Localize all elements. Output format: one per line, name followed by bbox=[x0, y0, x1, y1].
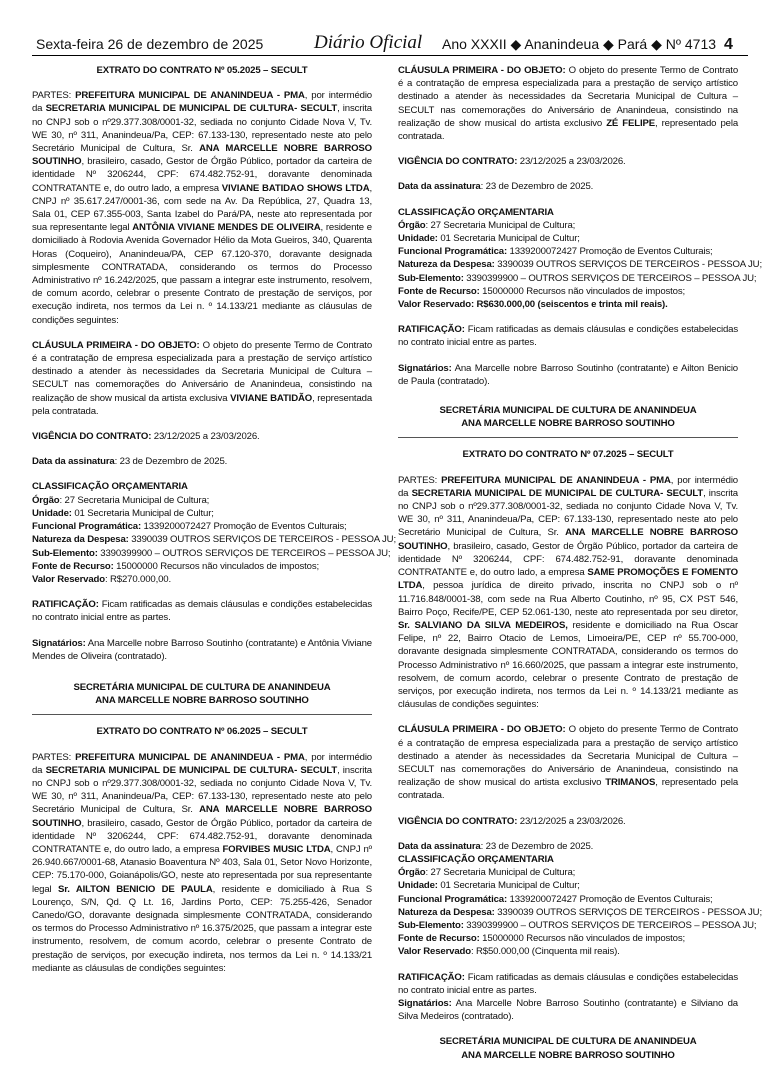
secretaria-signature-line-1: SECRETÁRIA MUNICIPAL DE CULTURA DE ANANINDEUA bbox=[73, 681, 331, 693]
text-segment: O objeto do presente Termo de Contrato é a contratação de empresa especializada para a prestação de serviço artístico destinado a atender às necessidades da Secretaria Municipal de Cultura – SECULT nas comemorações do Aniversário de Ananindeua, consistindo na realização de show musical do artista exclusivo bbox=[398, 65, 739, 129]
ratificacao-text: Ficam ratificadas as demais cláusulas e condições estabelecidas no contrato inicial entre as partes. bbox=[398, 324, 738, 349]
contract-06-clausula bbox=[398, 64, 738, 143]
header-title: Diário Oficial bbox=[314, 32, 423, 53]
text-segment: O objeto do presente Termo de Contrato é a contratação de empresa especializada para a prestação de serviço artístico destinado a atender às necessidades da Secretaria Municipal de Cultura – SECULT nas comemorações do Aniversário de Ananindeua, consistindo na realização de show musical do artista exclusivo bbox=[398, 724, 739, 789]
natureza-value: 3390039 OUTROS SERVIÇOS DE TERCEIROS - PESSOA JU; bbox=[494, 906, 762, 918]
page-number: 4 bbox=[724, 36, 733, 53]
secretaria-signature-line-2: ANA MARCELLE NOBRE BARROSO SOUTINHO bbox=[95, 695, 309, 707]
bold-text-segment: CLÁUSULA PRIMEIRA - DO OBJETO: bbox=[32, 339, 200, 351]
page-header bbox=[32, 33, 748, 56]
bold-text-segment: ANTÔNIA VIVIANE MENDES DE OLIVEIRA bbox=[132, 222, 321, 234]
valor-value: : R$270.000,00. bbox=[104, 573, 171, 585]
fonte-value: 15000000 Recursos não vinculados de impostos; bbox=[479, 285, 686, 297]
contract-06-assinatura bbox=[398, 180, 738, 193]
bold-text-segment: SECRETARIA MUNICIPAL DE MUNICIPAL DE CULTURA- SECULT bbox=[45, 764, 338, 776]
assinatura-value: : 23 de Dezembro de 2025. bbox=[480, 181, 594, 193]
natureza-value: 3390039 OUTROS SERVIÇOS DE TERCEIROS - PESSOA JU; bbox=[128, 534, 396, 546]
text-segment: , CNPJ nº 35.617.247/0001-36, com sede na Av. Da República, 27, Quadra 13, Sala 01, CEP 67.355-003, Santa Izabel do Pará/PA, neste ato representada por sua representante legal bbox=[32, 182, 373, 234]
subelemento-label: Sub-Elemento: bbox=[32, 547, 98, 559]
secretaria-signature-line-2: ANA MARCELLE NOBRE BARROSO SOUTINHO bbox=[461, 418, 675, 430]
bold-text-segment: SECRETARIA MUNICIPAL DE MUNICIPAL DE CULTURA- SECULT bbox=[45, 103, 338, 115]
contract-06-signatarios bbox=[398, 362, 738, 388]
contract-07-classificacao bbox=[398, 840, 762, 959]
funcional-value: 1339200072427 Promoção de Eventos Culturais; bbox=[507, 246, 713, 258]
text-segment: , inscrita no CNPJ sob o nº29.377.308/0001-32, sediada no conjunto Cidade Nova V, Tv. WE 30, nº 311, Ananindeua/Pa, CEP: 67.133-130, representado neste ato pelo Secretário Municipal de Cultura, Sr. bbox=[32, 103, 372, 155]
bold-text-segment: Sr. AILTON BENICIO DE PAULA bbox=[57, 883, 213, 895]
unidade-label: Unidade: bbox=[32, 507, 72, 519]
signatarios-text: Ana Marcelle Nobre Barroso Soutinho (contratante) e Silviano da Silva Medeiros (contratado). bbox=[398, 997, 738, 1023]
bold-text-segment: PREFEITURA MUNICIPAL DE ANANINDEUA - PMA bbox=[75, 751, 305, 763]
fonte-label: Fonte de Recurso: bbox=[32, 560, 114, 572]
contract-05-partes bbox=[32, 89, 372, 327]
ratificacao-text: Ficam ratificadas as demais cláusulas e condições estabelecidas no contrato inicial entre as partes. bbox=[398, 971, 738, 996]
text-segment: , brasileiro, casado, Gestor de Órgão Público, portador da carteira de identidade Nº 3206244, CPF: 674.482.752-91, doravante denominada CONTRATANTE e, do outro lado, a empresa bbox=[32, 156, 372, 194]
vigencia-label: VIGÊNCIA DO CONTRATO: bbox=[398, 815, 518, 827]
section-divider bbox=[32, 714, 372, 715]
valor-value: : R$50.000,00 (Cinquenta mil reais). bbox=[470, 946, 620, 958]
unidade-value: 01 Secretaria Municipal de Cultur; bbox=[71, 507, 214, 519]
bold-text-segment: SECRETARIA MUNICIPAL DE MUNICIPAL DE CULTURA- SECULT bbox=[411, 487, 704, 499]
funcional-value: 1339200072427 Promoção de Eventos Culturais; bbox=[141, 521, 347, 533]
fonte-label: Fonte de Recurso: bbox=[398, 933, 480, 945]
contract-07-signatarios bbox=[398, 997, 738, 1023]
bold-text-segment: FORVIBES MUSIC LTDA bbox=[222, 843, 331, 855]
contract-07-title: EXTRATO DO CONTRATO Nº 07.2025 – SECULT bbox=[462, 449, 674, 461]
text-segment: , representado pela contratada. bbox=[398, 117, 738, 143]
text-segment: , por intermédio da bbox=[398, 474, 738, 499]
valor-label: Valor Reservado bbox=[398, 299, 471, 311]
contract-05-vigencia bbox=[32, 430, 372, 443]
secretaria-signature-line-2: ANA MARCELLE NOBRE BARROSO SOUTINHO bbox=[461, 1049, 675, 1061]
funcional-value: 1339200072427 Promoção de Eventos Culturais; bbox=[507, 893, 713, 905]
classificacao-title: CLASSIFICAÇÃO ORÇAMENTARIA bbox=[32, 481, 188, 493]
text-segment: , CNPJ nº 26.940.667/0001-68, Atanasio Boaventura Nº 403, Sala 01, Setor Novo Horizonte, CEP: 75.170-000, Goianápolis/GO, neste ato representada por sua representante legal bbox=[32, 843, 372, 895]
fonte-label: Fonte de Recurso: bbox=[398, 285, 480, 297]
vigencia-value: 23/12/2025 a 23/03/2026. bbox=[151, 431, 260, 443]
contract-07-partes bbox=[398, 474, 738, 712]
unidade-label: Unidade: bbox=[398, 233, 438, 245]
text-segment: , representado pela contratada. bbox=[398, 777, 738, 802]
text-segment: , inscrita no CNPJ sob o nº29.377.308/0001-32, sediada no conjunto Cidade Nova V, Tv. WE 30, nº 311, Ananindeua/Pa, CEP: 67.133-130, representado neste ato pelo Secretário Municipal de Cultura, Sr. bbox=[32, 764, 372, 816]
classificacao-title: CLASSIFICAÇÃO ORÇAMENTARIA bbox=[398, 853, 554, 865]
text-segment: , brasileiro, casado, Gestor de Órgão Público, portador da carteira de identidade Nº 3206244, CPF: 674.482.752-91, doravante denominada CONTRATANTE e, do outro lado, a empresa bbox=[32, 817, 372, 855]
bold-text-segment: VIVIANE BATIDAO SHOWS LTDA bbox=[221, 182, 370, 194]
vigencia-value: 23/12/2025 a 23/03/2026. bbox=[517, 156, 626, 168]
text-segment: O objeto do presente Termo de Contrato é a contratação de empresa especializada para a prestação de serviço artístico destinado a atender às necessidades da Secretaria Municipal de Cultura – SECULT nas comemorações do Aniversário de Ananindeua, consistindo na realização de show musical da artista exclusiva bbox=[32, 339, 373, 404]
bold-text-segment: ANA MARCELLE NOBRE BARROSO SOUTINHO bbox=[32, 143, 372, 168]
text-segment: , brasileiro, casado, Gestor de Órgão Público, portador da carteira de identidade Nº 3206244, CPF: 674.482.752-91, doravante denominada CONTRATANTE e, do outro lado, a empresa bbox=[398, 540, 738, 579]
natureza-label: Natureza da Despesa: bbox=[398, 259, 495, 271]
secretaria-signature-line-1: SECRETÁRIA MUNICIPAL DE CULTURA DE ANANINDEUA bbox=[439, 405, 697, 417]
vigencia-label: VIGÊNCIA DO CONTRATO: bbox=[32, 431, 152, 443]
text-segment: PARTES: bbox=[32, 751, 76, 763]
signatarios-label: Signatários: bbox=[398, 362, 452, 374]
classificacao-title: CLASSIFICAÇÃO ORÇAMENTARIA bbox=[398, 206, 554, 218]
right-column bbox=[398, 64, 762, 1069]
text-segment: , por intermédio da bbox=[32, 751, 372, 776]
header-date: Sexta-feira 26 de dezembro de 2025 bbox=[36, 36, 264, 52]
contract-05-assinatura bbox=[32, 455, 372, 468]
ratificacao-label: RATIFICAÇÃO: bbox=[398, 324, 465, 336]
subelemento-value: 3390399900 – OUTROS SERVIÇOS DE TERCEIROS – PESSOA JU; bbox=[463, 272, 757, 284]
funcional-label: Funcional Programática: bbox=[398, 246, 508, 258]
orgao-label: Órgão bbox=[32, 494, 60, 506]
signatarios-text: Ana Marcelle nobre Barroso Soutinho (contratante) e Ailton Benicio de Paula (contratado). bbox=[398, 362, 738, 387]
bold-text-segment: ZÉ FELIPE bbox=[606, 117, 655, 129]
funcional-label: Funcional Programática: bbox=[32, 521, 142, 533]
text-segment: PARTES: bbox=[32, 90, 76, 102]
bold-text-segment: TRIMANOS bbox=[605, 777, 656, 789]
section-divider bbox=[398, 437, 738, 438]
left-column bbox=[32, 64, 396, 987]
bold-text-segment: CLÁUSULA PRIMEIRA - DO OBJETO: bbox=[398, 724, 566, 736]
natureza-label: Natureza da Despesa: bbox=[32, 534, 129, 546]
header-edition-info bbox=[442, 36, 733, 54]
contract-07-clausula bbox=[398, 723, 738, 802]
text-segment: , residente e domiciliado à Rua S Lourenço, S/N, Qd. Q Lt. 16, Jardins Porto, CEP: 75.255-426, Senador Canedo/GO, doravante designada simplesmente CONTRATADA, considerando os termos do Processo Administrativo nº 16.375/2025, que passam a integrar este instrumento, resolvem, de comum acordo, celebrar o presente Contrato de prestação de serviços, por execução indireta, nos termos da Lei n. º 14.133/21 mediante as cláusulas de condições seguintes: bbox=[32, 883, 373, 974]
unidade-label: Unidade: bbox=[398, 880, 438, 892]
orgao-value: : 27 Secretaria Municipal de Cultura; bbox=[425, 867, 576, 879]
vigencia-value: 23/12/2025 a 23/03/2026. bbox=[517, 815, 626, 827]
bold-text-segment: ANA MARCELLE NOBRE BARROSO SOUTINHO bbox=[398, 527, 738, 552]
signatarios-text: Ana Marcelle nobre Barroso Soutinho (contratante) e Antônia Viviane Mendes de Oliveira (contratado). bbox=[32, 637, 372, 662]
assinatura-label: Data da assinatura bbox=[398, 840, 481, 852]
text-segment: , por intermédio da bbox=[32, 90, 372, 115]
bold-text-segment: ANA MARCELLE NOBRE BARROSO SOUTINHO bbox=[32, 804, 372, 829]
text-segment: , pessoa jurídica de direito privado, inscrita no CNPJ sob o nº 11.716.848/0001-38, com sede na Rua Alberto Coutinho, nº 95, CX PST 546, Bairro Poço, Recife/PE, CEP 52.061-130, neste ato representada por seu diretor, bbox=[398, 580, 738, 618]
bold-text-segment: Sr. SALVIANO DA SILVA MEDEIROS, bbox=[398, 619, 568, 631]
assinatura-value: : 23 de Dezembro de 2025. bbox=[480, 840, 594, 852]
valor-value: : R$630.000,00 (seiscentos e trinta mil reais). bbox=[470, 299, 668, 311]
header-info-text: Ano XXXII ◆ Ananindeua ◆ Pará ◆ Nº 4713 bbox=[442, 36, 717, 52]
text-segment: , residente e domiciliado à Rodovia Avenida Governador Hélio da Mota Gueiros, 340, Quarenta Horas (Coqueiro), Ananindeua/PA, CEP 67.120-370, doravante designada simplesmente CONTRATADA, considerando os termos do Processo Administrativo nº 16.242/2025, que passam a integrar este instrumento, resolvem, de comum acordo, celebrar o presente Contrato de prestação de serviços, por execução indireta, nos termos da Lei n. º 14.133/21 mediante as cláusulas de condições seguintes: bbox=[32, 222, 372, 326]
signatarios-label: Signatários: bbox=[32, 637, 86, 649]
orgao-value: : 27 Secretaria Municipal de Cultura; bbox=[59, 494, 210, 506]
funcional-label: Funcional Programática: bbox=[398, 893, 508, 905]
bold-text-segment: VIVIANE BATIDÃO bbox=[230, 392, 313, 404]
text-segment: residente e domiciliado na Rua Oscar Felipe, nº 22, Bairro Otacio de Lemos, Limoeira/PE, CEP nº 55.700-000, doravante designada simplesmente CONTRATADA, considerando os termos do Processo Administrativo nº 16.660/2025, que passam a integrar este instrumento, resolvem, de comum acordo, celebrar o presente Contrato de prestação de serviços, por execução indireta, nos termos da Lei n. º 14.133/21 mediante as cláusulas de condições seguintes: bbox=[398, 619, 738, 711]
orgao-label: Órgão bbox=[398, 867, 426, 879]
subelemento-value: 3390399900 – OUTROS SERVIÇOS DE TERCEIROS – PESSOA JU; bbox=[463, 919, 757, 931]
valor-label: Valor Reservado bbox=[32, 573, 105, 585]
contract-06-title: EXTRATO DO CONTRATO Nº 06.2025 – SECULT bbox=[96, 726, 308, 738]
subelemento-label: Sub-Elemento: bbox=[398, 919, 464, 931]
orgao-value: : 27 Secretaria Municipal de Cultura; bbox=[425, 219, 576, 231]
assinatura-label: Data da assinatura bbox=[398, 181, 481, 193]
signatarios-label: Signatários: bbox=[398, 997, 452, 1009]
assinatura-value: : 23 de Dezembro de 2025. bbox=[114, 456, 228, 468]
subelemento-value: 3390399900 – OUTROS SERVIÇOS DE TERCEIROS – PESSOA JU; bbox=[97, 547, 391, 559]
ratificacao-text: Ficam ratificadas as demais cláusulas e condições estabelecidas no contrato inicial entre as partes. bbox=[32, 599, 372, 624]
contract-05-clausula bbox=[32, 339, 372, 418]
contract-06-partes bbox=[32, 751, 372, 975]
subelemento-label: Sub-Elemento: bbox=[398, 272, 464, 284]
fonte-value: 15000000 Recursos não vinculados de impostos; bbox=[113, 560, 320, 572]
contract-06-vigencia bbox=[398, 155, 738, 168]
bold-text-segment: SAME PROMOÇÕES E FOMENTO LTDA bbox=[398, 567, 738, 592]
natureza-value: 3390039 OUTROS SERVIÇOS DE TERCEIROS - PESSOA JU; bbox=[494, 259, 762, 271]
contract-05-title: EXTRATO DO CONTRATO Nº 05.2025 – SECULT bbox=[96, 65, 308, 76]
secretaria-signature-line-1: SECRETÁRIA MUNICIPAL DE CULTURA DE ANANINDEUA bbox=[439, 1036, 697, 1048]
contract-05-signatarios bbox=[32, 637, 372, 663]
bold-text-segment: PREFEITURA MUNICIPAL DE ANANINDEUA - PMA bbox=[75, 90, 305, 102]
text-segment: , representada pela contratada. bbox=[32, 392, 373, 417]
vigencia-label: VIGÊNCIA DO CONTRATO: bbox=[398, 156, 518, 168]
orgao-label: Órgão bbox=[398, 219, 426, 231]
contract-06-classificacao bbox=[398, 206, 762, 312]
bold-text-segment: CLÁUSULA PRIMEIRA - DO OBJETO: bbox=[398, 65, 566, 76]
contract-07-vigencia bbox=[398, 815, 738, 828]
contract-06-ratificacao bbox=[398, 323, 738, 349]
assinatura-label: Data da assinatura bbox=[32, 456, 115, 468]
ratificacao-label: RATIFICAÇÃO: bbox=[398, 971, 465, 983]
fonte-value: 15000000 Recursos não vinculados de impostos; bbox=[479, 933, 686, 945]
ratificacao-label: RATIFICAÇÃO: bbox=[32, 599, 99, 611]
unidade-value: 01 Secretaria Municipal de Cultur; bbox=[437, 233, 580, 245]
contract-07-ratificacao bbox=[398, 971, 738, 997]
bold-text-segment: PREFEITURA MUNICIPAL DE ANANINDEUA - PMA bbox=[441, 474, 671, 486]
text-segment: PARTES: bbox=[398, 474, 442, 486]
unidade-value: 01 Secretaria Municipal de Cultur; bbox=[437, 880, 580, 892]
valor-label: Valor Reservado bbox=[398, 946, 471, 958]
contract-05-ratificacao bbox=[32, 598, 372, 624]
contract-05-classificacao bbox=[32, 480, 396, 586]
text-segment: , inscrita no CNPJ sob o nº29.377.308/0001-32, sediada no conjunto Cidade Nova V, Tv. WE 30, nº 311, Ananindeua/Pa, CEP: 67.133-130, representado neste ato pelo Secretário Municipal de Cultura, Sr. bbox=[398, 487, 738, 539]
natureza-label: Natureza da Despesa: bbox=[398, 906, 495, 918]
